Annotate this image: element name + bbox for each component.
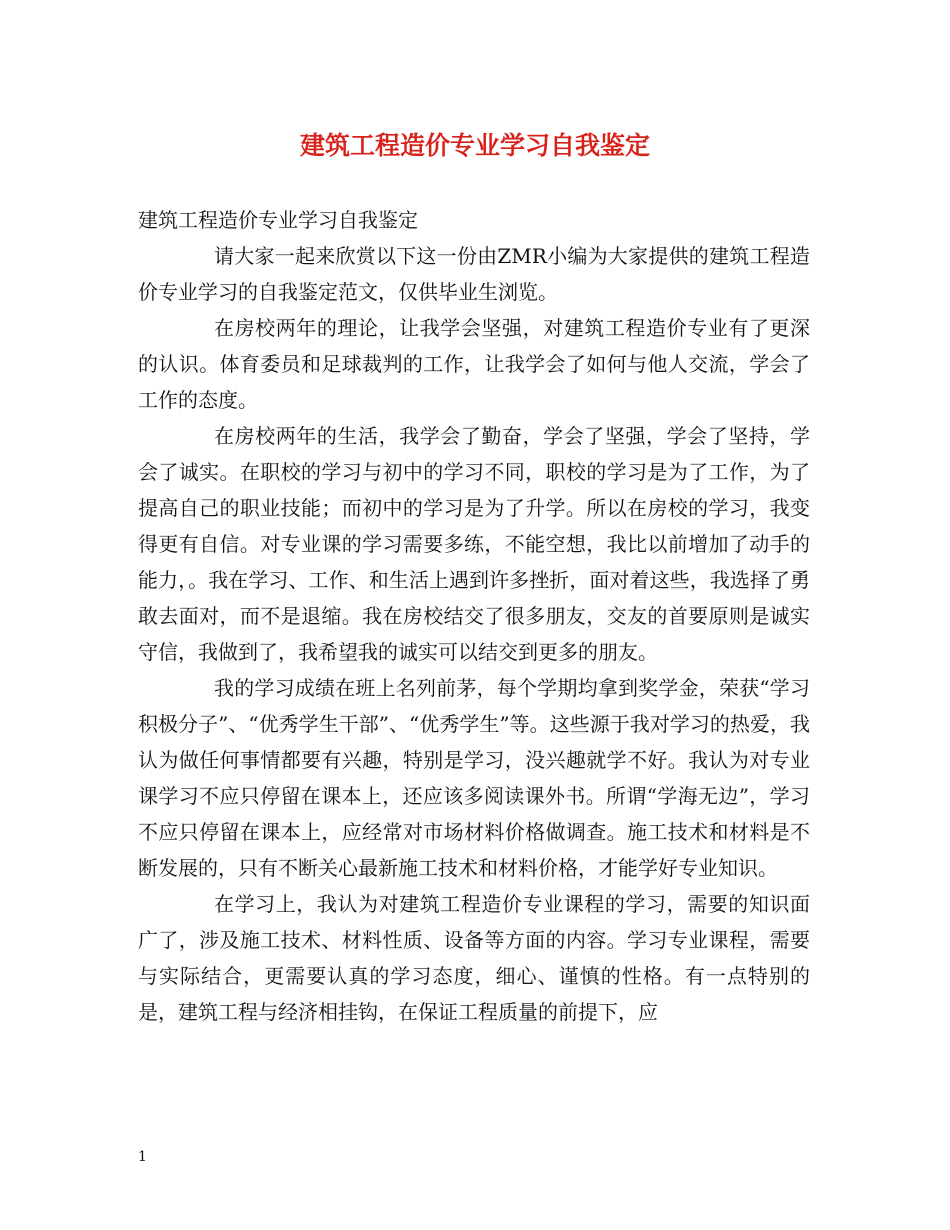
document-body: [138, 202, 810, 1030]
paragraph-grades: 我的学习成绩在班上名列前茅，每个学期均拿到奖学金，荣获“学习积极分子”、“优秀学生干部”、“优秀学生”等。这些源于我对学习的热爱，我认为做任何事情都要有兴趣，特别是学习，没兴趣就学不好。我认为对专业课学习不应只停留在课本上，还应该多阅读课外书。所谓“学海无边”，学习不应只停留在课本上，应经常对市场材料价格做调查。施工技术和材料是不断发展的，只有不断关心最新施工技术和材料价格，才能学好专业知识。: [138, 676, 810, 880]
page-number: 1: [138, 1149, 147, 1165]
document-title: 建筑工程造价专业学习自我鉴定: [299, 131, 650, 160]
document-subtitle: 建筑工程造价专业学习自我鉴定: [138, 208, 418, 232]
paragraph-life: 在房校两年的生活，我学会了勤奋，学会了坚强，学会了坚持，学会了诚实。在职校的学习与初中的学习不同，职校的学习是为了工作，为了提高自己的职业技能；而初中的学习是为了升学。所以在房校的学习，我变得更有自信。对专业课的学习需要多练，不能空想，我比以前增加了动手的能力，。我在学习、工作、和生活上遇到许多挫折，面对着这些，我选择了勇敢去面对，而不是退缩。我在房校结交了很多朋友，交友的首要原则是诚实守信，我做到了，我希望我的诚实可以结交到更多的朋友。: [138, 424, 810, 664]
paragraph-study: 在学习上，我认为对建筑工程造价专业课程的学习，需要的知识面广了，涉及施工技术、材料性质、设备等方面的内容。学习专业课程，需要与实际结合，更需要认真的学习态度，细心、谨慎的性格。有一点特别的是，建筑工程与经济相挂钩，在保证工程质量的前提下，应: [138, 892, 810, 1024]
paragraph-intro: 请大家一起来欣赏以下这一份由ZMR小编为大家提供的建筑工程造价专业学习的自我鉴定范文，仅供毕业生浏览。: [138, 244, 810, 304]
paragraph-theory: 在房校两年的理论，让我学会坚强，对建筑工程造价专业有了更深的认识。体育委员和足球裁判的工作，让我学会了如何与他人交流，学会了工作的态度。: [138, 316, 810, 412]
